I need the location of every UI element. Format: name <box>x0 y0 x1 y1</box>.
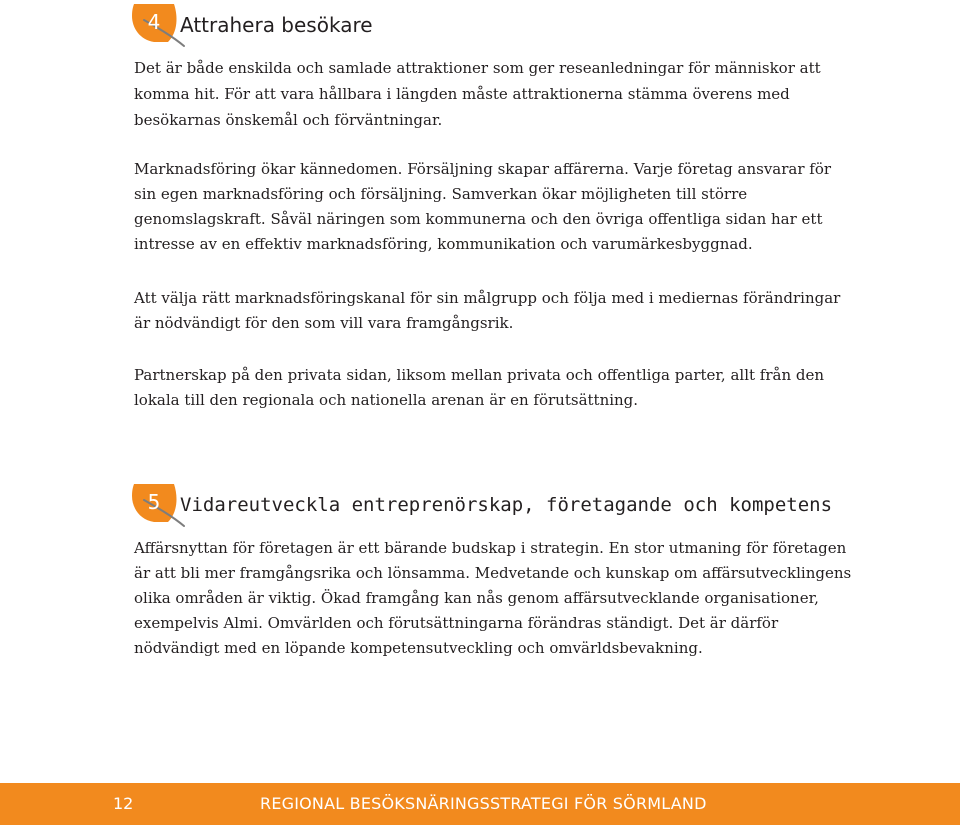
section-number: 5 <box>147 490 161 514</box>
page-footer <box>0 783 960 825</box>
footer-title: REGIONAL BESÖKSNÄRINGSSTRATEGI FÖR SÖRMLAND <box>260 794 707 813</box>
paragraph: Affärsnyttan för företagen är ett bärande budskap i strategin. En stor utmaning för företagen är att bli mer framgångsrika och lönsamma. Medvetande och kunskap om affärsutvecklingens olika områden är viktig. Ökad framgång kan nås genom affärsutvecklande organisationer, exempelvis Almi. Omvärlden och förutsättningarna förändras ständigt. Det är därför nödvändigt med en löpande kompetensutveckling och omvärldsbevakning. <box>134 539 852 657</box>
paragraph: Marknadsföring ökar kännedomen. Försäljning skapar affärerna. Varje företag ansvarar för sin egen marknadsföring och försäljning. Samverkan ökar möjligheten till större genomslagskraft. Såväl näringen som kommunerna och den övriga offentliga sidan har ett intresse av en effektiv marknadsföring, kommunikation och varumärkesbyggnad. <box>134 160 832 253</box>
page-number: 12 <box>113 794 134 813</box>
section-title: Vidareutveckla entreprenörskap, företagande och kompetens <box>180 494 833 516</box>
section-number: 4 <box>147 10 161 34</box>
section-title: Attrahera besökare <box>180 13 373 37</box>
paragraph: Att välja rätt marknadsföringskanal för sin målgrupp och följa med i mediernas förändringar är nödvändigt för den som vill vara framgångsrik. <box>134 289 841 332</box>
paragraph: Det är både enskilda och samlade attraktioner som ger reseanledningar för människor att komma hit. För att vara hållbara i längden måste attraktionerna stämma överens med besökarnas önskemål och förväntningar. <box>134 59 821 129</box>
paragraph: Partnerskap på den privata sidan, liksom mellan privata och offentliga parter, allt från den lokala till den regionala och nationella arenan är en förutsättning. <box>134 366 825 409</box>
